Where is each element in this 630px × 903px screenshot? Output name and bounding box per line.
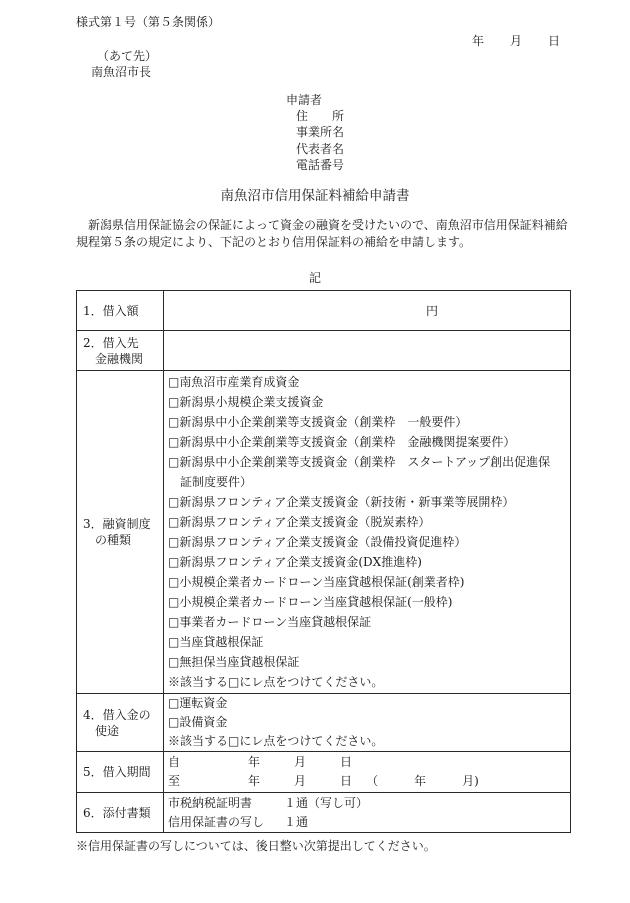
loan-type-option[interactable]: □新潟県フロンティア企業支援資金(DX推進枠)	[168, 555, 422, 569]
lender-label-line1: 2．借入先	[83, 335, 139, 350]
period-label: 5．借入期間	[77, 752, 164, 793]
loan-amount-field[interactable]	[164, 291, 571, 331]
applicant-representative-label: 代表者名	[296, 141, 345, 156]
purpose-label-line1: 4．借入金の	[83, 707, 151, 722]
applicant-block	[286, 92, 344, 173]
application-table	[76, 290, 571, 833]
loan-amount-unit: 円	[425, 303, 438, 318]
loan-type-option[interactable]: □無担保当座貸越根保証	[168, 655, 300, 669]
attachments-list	[164, 793, 571, 833]
loan-type-note: ※該当する□にレ点をつけてください。	[168, 675, 384, 689]
loan-type-options	[164, 371, 571, 694]
lender-label-line2: 金融機関	[95, 351, 144, 366]
loan-type-option[interactable]: □新潟県小規模企業支援資金	[168, 395, 324, 409]
attachments-label: 6．添付書類	[77, 793, 164, 833]
date-line	[472, 33, 560, 49]
row-purpose	[77, 694, 571, 752]
addressee: 南魚沼市長	[91, 65, 152, 79]
lender-field[interactable]	[164, 331, 571, 371]
period-to-label: 至	[168, 774, 181, 788]
loan-type-option[interactable]: □新潟県フロンティア企業支援資金（脱炭素枠）	[168, 515, 431, 529]
applicant-office-label: 事業所名	[296, 125, 345, 140]
applicant-address-label: 住 所	[296, 109, 345, 124]
period-from-label: 自	[168, 755, 181, 769]
purpose-label	[77, 694, 164, 752]
loan-type-option[interactable]: □新潟県中小企業創業等支援資金（創業枠 スタートアップ創出促進保	[168, 455, 551, 469]
purpose-note: ※該当する□にレ点をつけてください。	[168, 734, 384, 748]
row-loan-amount	[77, 291, 571, 331]
date-day: 日	[548, 34, 561, 48]
period-from-row	[168, 753, 570, 772]
row-loan-type	[77, 371, 571, 694]
period-to-year: 年	[248, 774, 261, 788]
loan-type-option[interactable]: □小規模企業者カードローン当座貸越根保証(一般枠)	[168, 595, 453, 609]
loan-type-option[interactable]: □新潟県中小企業創業等支援資金（創業枠 金融機関提案要件）	[168, 435, 516, 449]
loan-type-option[interactable]: □新潟県中小企業創業等支援資金（創業枠 一般要件）	[168, 415, 468, 429]
attachment-item	[168, 794, 570, 813]
addressee-label: （あて先）	[97, 49, 158, 63]
purpose-options	[164, 694, 571, 752]
lender-label	[77, 331, 164, 371]
attachment-count: １通（写し可）	[284, 795, 369, 810]
attachment-name: 市税納税証明書	[168, 795, 253, 810]
attachment-item	[168, 813, 570, 832]
period-from-month: 月	[294, 755, 307, 769]
form-number: 様式第１号（第５条関係）	[76, 15, 221, 29]
period-paren-close: 月)	[462, 774, 479, 788]
attachment-count: １通	[284, 814, 309, 829]
loan-type-option[interactable]: □新潟県フロンティア企業支援資金（新技術・新事業等展開枠）	[168, 495, 515, 509]
loan-type-label-line2: の種類	[95, 533, 132, 547]
purpose-option-operating[interactable]: □運転資金	[168, 696, 228, 710]
purpose-label-line2: 使途	[95, 723, 120, 738]
period-to-row	[168, 772, 570, 791]
loan-type-label	[77, 371, 164, 694]
applicant-label: 申請者	[286, 93, 323, 107]
period-from-day: 日	[340, 755, 353, 769]
date-year: 年	[472, 34, 485, 48]
row-period	[77, 752, 571, 793]
loan-type-option[interactable]: □小規模企業者カードローン当座貸越根保証(創業者枠)	[168, 575, 465, 589]
applicant-phone-label: 電話番号	[296, 157, 345, 172]
attachment-name: 信用保証書の写し	[168, 814, 265, 829]
loan-type-option[interactable]: □当座貸越根保証	[168, 635, 264, 649]
row-lender	[77, 331, 571, 371]
period-paren-year: 年	[414, 774, 427, 788]
loan-type-option[interactable]: □新潟県フロンティア企業支援資金（設備投資促進枠）	[168, 535, 467, 549]
loan-amount-label: 1．借入額	[77, 291, 164, 331]
loan-type-option[interactable]: □事業者カードローン当座貸越根保証	[168, 615, 372, 629]
intro-paragraph: 新潟県信用保証協会の保証によって資金の融資を受けたいので、南魚沼市信用保証料補給規程第５条の規定により、下記のとおり信用保証料の補給を申請します。	[76, 218, 568, 249]
document-title: 南魚沼市信用保証料補給申請書	[220, 188, 410, 204]
loan-type-option-continuation: 証制度要件）	[180, 475, 253, 489]
ki-heading: 記	[308, 271, 321, 285]
row-attachments	[77, 793, 571, 833]
period-to-month: 月	[294, 774, 307, 788]
period-from-year: 年	[248, 755, 261, 769]
purpose-option-equipment[interactable]: □設備資金	[168, 715, 228, 729]
loan-type-label-line1: 3．融資制度	[83, 517, 151, 531]
loan-type-option[interactable]: □南魚沼市産業育成資金	[168, 375, 300, 389]
period-field[interactable]	[164, 752, 571, 793]
period-to-day: 日	[340, 774, 353, 788]
date-month: 月	[510, 34, 523, 48]
footnote: ※信用保証書の写しについては、後日整い次第提出してください。	[76, 839, 436, 853]
period-paren-open: （	[366, 774, 379, 788]
